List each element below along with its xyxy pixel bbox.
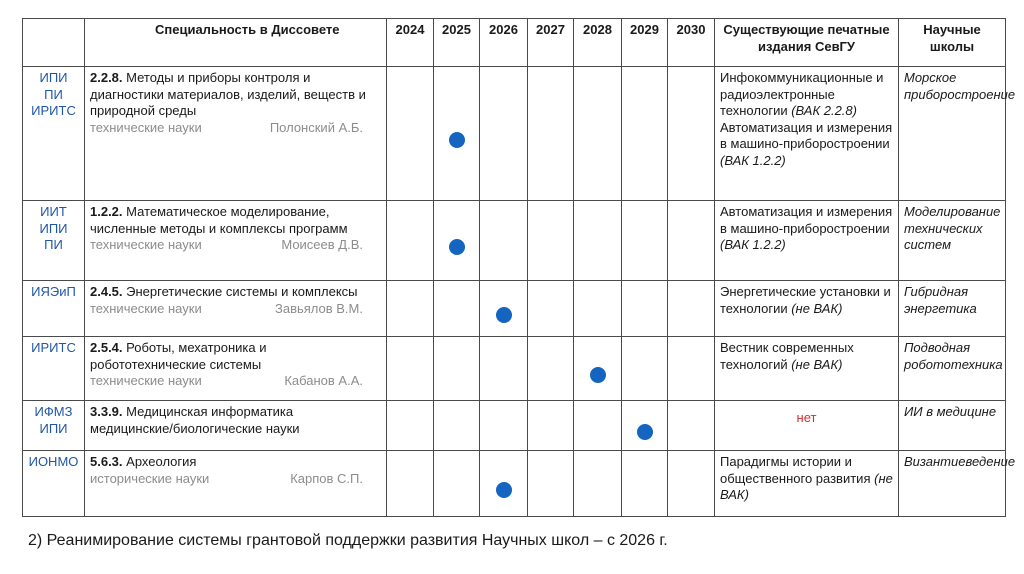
specialty-name: Математическое моделирование, численные методы и комплексы программ	[90, 204, 348, 236]
header-year: 2024	[387, 19, 434, 67]
year-cell	[434, 337, 480, 401]
year-cell	[387, 67, 434, 201]
year-cell	[387, 401, 434, 451]
institute-cell	[23, 67, 85, 201]
year-cell	[528, 201, 574, 281]
year-cell	[387, 201, 434, 281]
year-cell	[434, 201, 480, 281]
milestone-dot	[496, 307, 512, 323]
publication-status: (ВАК 1.2.2)	[720, 152, 786, 168]
header-year: 2028	[574, 19, 622, 67]
specialty-title	[90, 404, 381, 421]
year-cell	[480, 401, 528, 451]
specialty-cell	[85, 281, 387, 337]
institute-cell	[23, 201, 85, 281]
header-year: 2027	[528, 19, 574, 67]
table-row	[23, 451, 1006, 517]
specialty-title	[90, 454, 381, 471]
year-cell	[622, 281, 668, 337]
specialty-title	[90, 340, 381, 373]
year-cell	[574, 201, 622, 281]
table-row	[23, 201, 1006, 281]
year-cell	[668, 337, 715, 401]
year-cell	[528, 281, 574, 337]
year-cell	[434, 401, 480, 451]
specialty-cell	[85, 337, 387, 401]
header-institute	[23, 19, 85, 67]
year-cell	[574, 67, 622, 201]
year-cell	[528, 451, 574, 517]
specialty-code: 3.3.9.	[90, 404, 123, 419]
institute-abbr: ИПИ	[39, 420, 68, 436]
specialty-code: 2.5.4.	[90, 340, 123, 355]
science-line	[90, 301, 381, 318]
publication-name: Автоматизация и измерения в машино-приборостроении	[720, 119, 893, 151]
publication-name: Инфокоммуникационные и радиоэлектронные технологии	[720, 70, 884, 118]
year-cell	[434, 281, 480, 337]
specialty-cell	[85, 201, 387, 281]
specialty-code: 2.4.5.	[90, 284, 123, 299]
year-cell	[528, 337, 574, 401]
year-cell	[480, 451, 528, 517]
milestone-dot	[449, 239, 465, 255]
science-line	[90, 237, 381, 254]
specialty-code: 1.2.2.	[90, 204, 123, 219]
year-cell	[480, 281, 528, 337]
institute-abbr: ИРИТС	[31, 103, 76, 118]
milestone-dot	[449, 132, 465, 148]
year-cell	[622, 401, 668, 451]
science-field: технические науки	[90, 373, 202, 388]
supervisor-name: Карпов С.П.	[290, 470, 363, 486]
institute-abbr: ИЯЭиП	[31, 284, 76, 299]
specialties-table	[22, 18, 1016, 517]
publications-cell	[715, 337, 899, 401]
institute-abbr: ИФМЗ	[34, 404, 73, 419]
table-row	[23, 337, 1006, 401]
publications-cell	[715, 451, 899, 517]
year-cell	[387, 281, 434, 337]
specialty-code: 2.2.8.	[90, 70, 123, 85]
specialty-title	[90, 70, 381, 120]
header-year: 2030	[668, 19, 715, 67]
table-row	[23, 67, 1006, 201]
specialty-name: Методы и приборы контроля и диагностики материалов, изделий, веществ и природной среды	[90, 70, 366, 118]
specialty-name: Энергетические системы и комплексы	[126, 284, 358, 299]
science-field: технические науки	[90, 300, 202, 316]
school-cell: Подводная робототехника	[899, 337, 1006, 401]
publications-cell	[715, 67, 899, 201]
milestone-dot	[637, 424, 653, 440]
institute-abbr: ИОНМО	[28, 454, 79, 469]
school-cell: Морское приборостроение	[899, 67, 1006, 201]
year-cell	[668, 401, 715, 451]
publications-cell	[715, 281, 899, 337]
year-cell	[480, 337, 528, 401]
header-year: 2026	[480, 19, 528, 67]
institute-abbr: ИИТ	[40, 204, 67, 219]
science-line	[90, 120, 381, 137]
institute-cell	[23, 451, 85, 517]
year-cell	[528, 401, 574, 451]
publication-status: (не ВАК)	[791, 356, 843, 372]
publication-status: (не ВАК)	[720, 470, 893, 502]
year-cell	[668, 201, 715, 281]
science-line	[90, 471, 381, 488]
specialty-cell	[85, 451, 387, 517]
specialty-cell	[85, 67, 387, 201]
year-cell	[434, 67, 480, 201]
header-schools: Научные школы	[899, 19, 1006, 67]
publication-name: Парадигмы истории и общественного развития	[720, 454, 875, 486]
institute-cell	[23, 337, 85, 401]
table-header-row	[23, 19, 1006, 67]
specialty-name: Роботы, мехатроника и робототехнические системы	[90, 340, 267, 372]
year-cell	[480, 67, 528, 201]
year-cell	[574, 281, 622, 337]
supervisor-name: Завьялов В.М.	[274, 300, 363, 316]
school-cell: Моделирование технических систем	[899, 201, 1006, 281]
header-year: 2029	[622, 19, 668, 67]
science-line	[90, 421, 381, 438]
specialty-title	[90, 284, 381, 301]
publication-status: (ВАК 1.2.2)	[720, 237, 786, 252]
institute-abbr: ПИ	[44, 237, 63, 252]
institute-cell	[23, 401, 85, 451]
science-field: медицинские/биологические науки	[90, 420, 300, 436]
supervisor-name: Полонский А.Б.	[269, 119, 363, 135]
year-cell	[528, 67, 574, 201]
year-cell	[622, 67, 668, 201]
year-cell	[574, 451, 622, 517]
science-field: технические науки	[90, 119, 202, 135]
publication-status: (не ВАК)	[791, 300, 843, 316]
footer-note: 2) Реанимирование системы грантовой поддержки развития Научных школ – с 2026 г.	[28, 532, 668, 549]
science-field: технические науки	[90, 237, 202, 252]
specialty-title	[90, 204, 381, 237]
publication-name: Автоматизация и измерения в машино-приборостроении	[720, 204, 893, 236]
school-cell: Гибридная энергетика	[899, 281, 1006, 337]
science-field: исторические науки	[90, 470, 210, 486]
year-cell	[668, 281, 715, 337]
year-cell	[387, 451, 434, 517]
year-cell	[622, 337, 668, 401]
table-row	[23, 281, 1006, 337]
year-cell	[574, 401, 622, 451]
institute-abbr: ИПИ	[39, 70, 68, 85]
school-cell: Византиеведение	[899, 451, 1006, 517]
milestone-dot	[590, 367, 606, 383]
science-line	[90, 373, 381, 390]
supervisor-name: Моисеев Д.В.	[281, 237, 363, 252]
institute-abbr: ИПИ	[39, 220, 68, 236]
publication-status: (ВАК 2.2.8)	[791, 103, 857, 118]
year-cell	[574, 337, 622, 401]
no-publications: нет	[796, 410, 817, 425]
milestone-dot	[496, 482, 512, 498]
year-cell	[668, 67, 715, 201]
publication-name: Вестник современных технологий	[720, 340, 854, 372]
publications-cell	[715, 201, 899, 281]
header-specialty: Специальность в Диссовете	[85, 19, 387, 67]
institute-abbr: ИРИТС	[31, 340, 76, 355]
year-cell	[668, 451, 715, 517]
year-cell	[387, 337, 434, 401]
specialty-name: Археология	[126, 454, 197, 469]
year-cell	[622, 451, 668, 517]
publications-cell	[715, 401, 899, 451]
header-publications: Существующие печатные издания СевГУ	[715, 19, 899, 67]
year-cell	[480, 201, 528, 281]
header-year: 2025	[434, 19, 480, 67]
school-cell: ИИ в медицине	[899, 401, 1006, 451]
publication-name: Энергетические установки и технологии	[720, 284, 891, 316]
specialty-code: 5.6.3.	[90, 454, 123, 469]
year-cell	[622, 201, 668, 281]
supervisor-name: Кабанов А.А.	[284, 373, 363, 388]
table-row	[23, 401, 1006, 451]
specialty-cell	[85, 401, 387, 451]
specialty-name: Медицинская информатика	[126, 404, 294, 419]
institute-cell	[23, 281, 85, 337]
institute-abbr: ПИ	[44, 86, 63, 102]
year-cell	[434, 451, 480, 517]
